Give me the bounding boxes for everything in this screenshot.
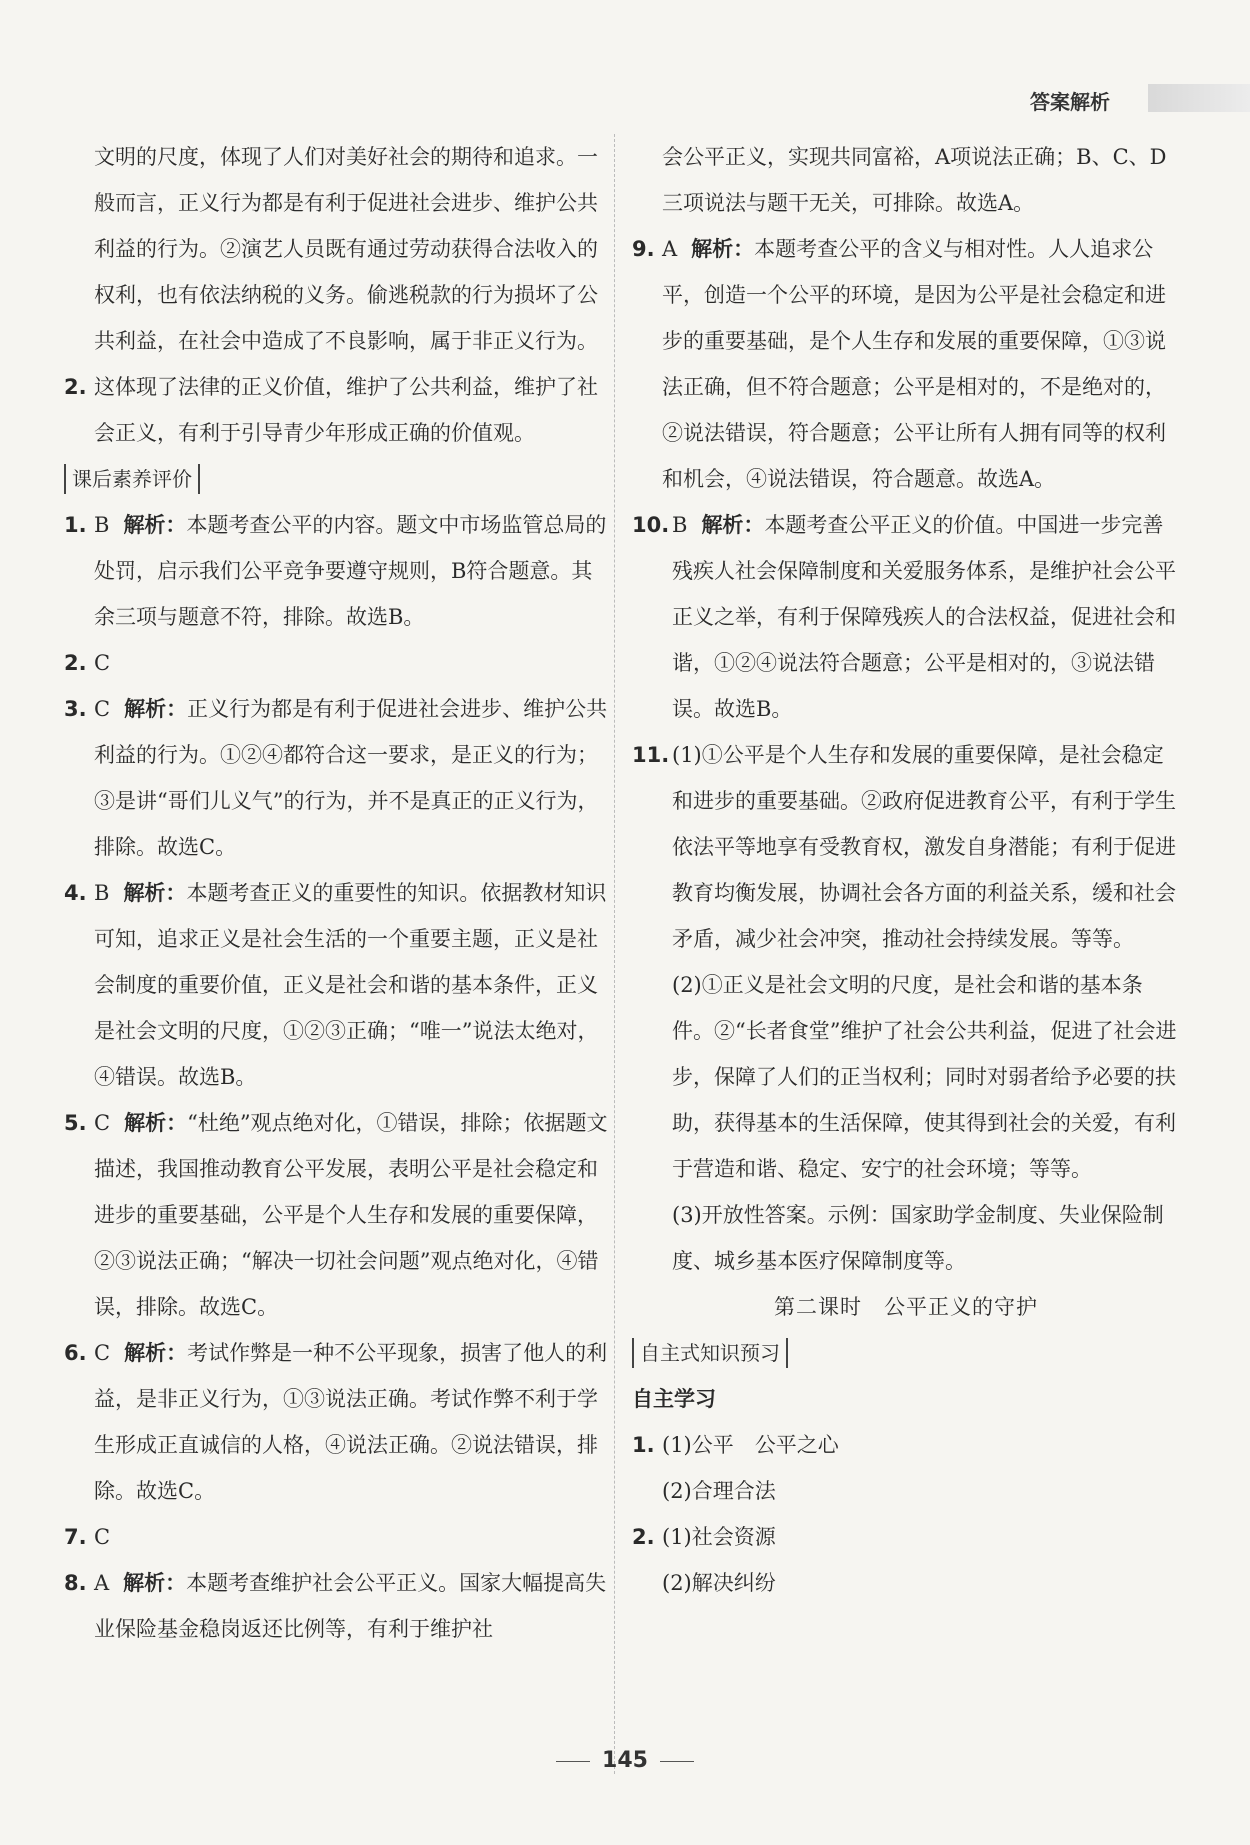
paragraph-continued: 文明的尺度，体现了人们对美好社会的期待和追求。一般而言，正义行为都是有利于促进社会进步、维护公共利益的行为。②演艺人员既有通过劳动获得合法收入的权利，也有依法纳税的义务。偷逃税款的行为损坏了公共利益，在社会中造成了不良影响，属于非正义行为。 bbox=[94, 145, 598, 353]
study-item-text: (2)解决纠纷 bbox=[662, 1571, 776, 1595]
item-answer: A bbox=[662, 237, 678, 261]
item-answer: C bbox=[94, 1525, 111, 1549]
item-number: 2. bbox=[632, 1525, 655, 1549]
item-text: “杜绝”观点绝对化，①错误，排除；依据题文描述，我国推动教育公平发展，表明公平是社会稳定和进步的重要基础，公平是个人生存和发展的重要保障，②③说法正确；“解决一切社会问题”观点绝对化，④错误，排除。故选C。 bbox=[94, 1111, 608, 1319]
item-answer: B bbox=[94, 881, 110, 905]
item-keyword: 解析： bbox=[123, 1571, 187, 1595]
item-answer: B bbox=[94, 513, 110, 537]
item-text: 本题考查正义的重要性的知识。依据教材知识可知，追求正义是社会生活的一个重要主题，正义是社会制度的重要价值，正义是社会和谐的基本条件，正义是社会文明的尺度，①②③正确；“唯一”说法太绝对，④错误。故选B。 bbox=[94, 881, 607, 1089]
list-item bbox=[64, 1100, 609, 1330]
item-answer: C bbox=[94, 1111, 111, 1135]
item-number: 2. bbox=[64, 651, 87, 675]
item-answer: C bbox=[94, 1341, 111, 1365]
study-item-text: (1)社会资源 bbox=[662, 1525, 776, 1549]
list-item bbox=[64, 1514, 609, 1560]
item-number: 7. bbox=[64, 1525, 87, 1549]
study-item-text: (1)公平 公平之心 bbox=[662, 1433, 839, 1457]
item-number: 8. bbox=[64, 1571, 87, 1595]
answer-2 bbox=[64, 364, 609, 456]
answer-number: 2. bbox=[64, 375, 87, 399]
item-number: 11. bbox=[632, 743, 670, 767]
item-answer: B bbox=[672, 513, 688, 537]
item-answer: C bbox=[94, 697, 111, 721]
header-bar bbox=[1148, 84, 1250, 112]
paragraph-continued: 会公平正义，实现共同富裕，A项说法正确；B、C、D三项说法与题干无关，可排除。故选A。 bbox=[662, 145, 1167, 215]
item-keyword: 解析： bbox=[701, 513, 765, 537]
item-text: 本题考查公平的内容。题文中市场监管总局的处罚，启示我们公平竞争要遵守规则，B符合题意。其余三项与题意不符，排除。故选B。 bbox=[94, 513, 607, 629]
item-keyword: 解析： bbox=[123, 513, 187, 537]
list-item bbox=[64, 502, 609, 640]
list-item bbox=[64, 686, 609, 870]
item-number: 1. bbox=[64, 513, 87, 537]
item-keyword: 解析： bbox=[691, 237, 755, 261]
study-item-text: (2)合理合法 bbox=[662, 1479, 776, 1503]
answer-11-part-1: (1)①公平是个人生存和发展的重要保障，是社会稳定和进步的重要基础。②政府促进教育公平，有利于学生依法平等地享有受教育权，激发自身潜能；有利于促进教育均衡发展，协调社会各方面的利益关系，缓和社会矛盾，减少社会冲突，推动社会持续发展。等等。 bbox=[672, 743, 1176, 951]
study-item-2 bbox=[632, 1514, 1180, 1606]
list-item bbox=[64, 1560, 609, 1652]
answer-11-part-3: (3)开放性答案。示例：国家助学金制度、失业保险制度、城乡基本医疗保障制度等。 bbox=[672, 1203, 1164, 1273]
item-number: 10. bbox=[632, 513, 670, 537]
list-item bbox=[64, 870, 609, 1100]
item-text: 本题考查公平正义的价值。中国进一步完善残疾人社会保障制度和关爱服务体系，是维护社会公平正义之举，有利于保障残疾人的合法权益，促进社会和谐，①②④说法符合题意；公平是相对的，③说法错误。故选B。 bbox=[672, 513, 1176, 721]
item-keyword: 解析： bbox=[124, 1111, 188, 1135]
item-keyword: 解析： bbox=[123, 881, 187, 905]
item-number: 6. bbox=[64, 1341, 87, 1365]
page-number-dash bbox=[556, 1761, 590, 1762]
item-number: 1. bbox=[632, 1433, 655, 1457]
item-text: 考试作弊是一种不公平现象，损害了他人的利益，是非正义行为，①③说法正确。考试作弊不利于学生形成正直诚信的人格，④说法正确。②说法错误，排除。故选C。 bbox=[94, 1341, 608, 1503]
list-item bbox=[64, 640, 609, 686]
list-item bbox=[632, 226, 1180, 502]
left-column bbox=[64, 134, 609, 1652]
list-item bbox=[632, 502, 1180, 732]
subheading: 自主学习 bbox=[632, 1387, 716, 1411]
item-number: 5. bbox=[64, 1111, 87, 1135]
item-text: 正义行为都是有利于促进社会进步、维护公共利益的行为。①②④都符合这一要求，是正义的行为；③是讲“哥们儿义气”的行为，并不是真正的正义行为，排除。故选C。 bbox=[94, 697, 608, 859]
answer-11-part-2: (2)①正义是社会文明的尺度，是社会和谐的基本条件。②“长者食堂”维护了社会公共利益，促进了社会进步，保障了人们的正当权利；同时对弱者给予必要的扶助，获得基本的生活保障，使其得到社会的关爱，有利于营造和谐、稳定、安宁的社会环境；等等。 bbox=[672, 973, 1177, 1181]
page-number-dash bbox=[660, 1761, 694, 1762]
column-divider bbox=[614, 134, 615, 1774]
item-text: 本题考查维护社会公平正义。国家大幅提高失业保险基金稳岗返还比例等，有利于维护社 bbox=[94, 1571, 607, 1641]
item-answer: A bbox=[94, 1571, 110, 1595]
list-item bbox=[64, 1330, 609, 1514]
lesson-title: 第二课时 公平正义的守护 bbox=[774, 1295, 1038, 1319]
answer-11 bbox=[632, 732, 1180, 1284]
right-column bbox=[632, 134, 1180, 1606]
item-number: 4. bbox=[64, 881, 87, 905]
answer-text: 这体现了法律的正义价值，维护了公共利益，维护了社会正义，有利于引导青少年形成正确的价值观。 bbox=[94, 375, 598, 445]
item-keyword: 解析： bbox=[124, 697, 188, 721]
section-heading: 自主式知识预习 bbox=[632, 1330, 1180, 1376]
study-item-1 bbox=[632, 1422, 1180, 1514]
page-number bbox=[0, 1748, 1250, 1773]
item-answer: C bbox=[94, 651, 111, 675]
item-keyword: 解析： bbox=[124, 1341, 188, 1365]
item-text: 本题考查公平的含义与相对性。人人追求公平，创造一个公平的环境，是因为公平是社会稳定和进步的重要基础，是个人生存和发展的重要保障，①③说法正确，但不符合题意；公平是相对的，不是绝对的，②说法错误，符合题意；公平让所有人拥有同等的权利和机会，④说法错误，符合题意。故选A。 bbox=[662, 237, 1166, 491]
section-heading: 课后素养评价 bbox=[64, 456, 609, 502]
item-number: 9. bbox=[632, 237, 655, 261]
header-label: 答案解析 bbox=[1030, 90, 1110, 114]
item-number: 3. bbox=[64, 697, 87, 721]
page-number-text: 145 bbox=[602, 1748, 648, 1773]
